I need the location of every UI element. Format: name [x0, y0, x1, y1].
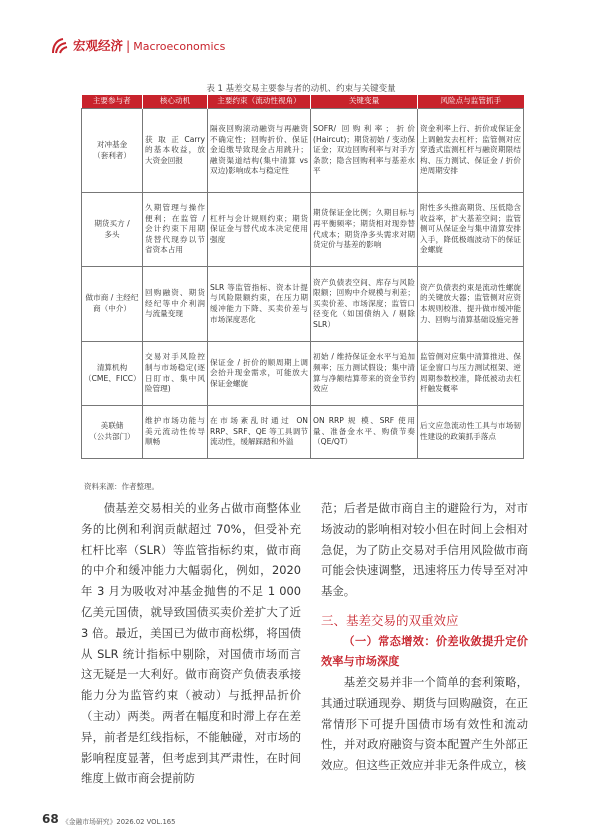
cell-motive: 回购融资、期货经纪等中介利润与流量变现 — [143, 267, 208, 342]
body-right-column — [321, 498, 528, 776]
brand-cn: 宏观经济 — [73, 38, 124, 53]
body-paragraph: 债基差交易相关的业务占做市商整体业务的比例和利润贡献超过 70%，但受补充杠杆比率（SLR）等监管指标约束，做市商的中介和缓冲能力大幅弱化，例如，2020 年 3 月为吸收对冲基金抛售的不足 1 000 亿美元国债，就导致国债买卖价差扩大了近 3 倍。最近，美国已为做市商松绑，将国债从 SLR 统计指标中剔除，对国债市场而言这无疑是一大利好。做市商资产负债表承接能力分为监管约束（被动）与抵押品折价（主动）两类。两者在幅度和时滞上存在差异，前者是红线指标，不能触碰，对市场的影响程度显著，但考虑到其严肃性，在时间维度上做市商会提前防 — [81, 501, 301, 786]
brand-en: Macroeconomics — [133, 40, 226, 53]
brand-title — [73, 38, 225, 55]
cell-participant: 对冲基金 （套利者） — [82, 109, 143, 193]
cell-motive: 久期管理与操作便利；在监管 / 会计约束下用期货替代现券以节省资本占用 — [143, 193, 208, 267]
table-row — [82, 406, 524, 459]
cell-variables: 期货保证金比例；久期目标与再平衡频率；期货相对现券替代成本；期货净多头需求对期货定价与基差的影响 — [311, 193, 418, 267]
brand-separator: | — [126, 38, 131, 53]
page-number: 68 — [42, 812, 59, 826]
cell-motive: 维护市场功能与美元流动性传导顺畅 — [143, 406, 208, 459]
cell-constraint: 在市场紊乱时通过 ON RRP、SRF、QE 等工具调节流动性，缓解踩踏和外溢 — [208, 406, 311, 459]
page-footer — [0, 812, 602, 832]
participants-table — [81, 95, 524, 459]
header-participant: 主要参与者 — [82, 95, 143, 109]
body-left-column — [81, 498, 301, 789]
journal-info: 《金融市场研究》2026.02 VOL.165 — [62, 818, 176, 826]
cell-variables: 初始 / 维持保证金水平与追加频率；压力测试假设；集中清算与净额结算带来的资金节约效应 — [311, 342, 418, 406]
section-title: 三、基差交易的双重效应 — [321, 612, 459, 628]
cell-participant: 做市商 / 主经纪商（中介） — [82, 267, 143, 342]
table-header-row — [82, 95, 524, 109]
cell-risk: 资产负债表约束是流动性螺旋的关键放大器；监管侧对应资本规则校准、提升做市缓冲能力、回购与清算基础设施完善 — [418, 267, 524, 342]
cell-participant: 美联储 （公共部门） — [82, 406, 143, 459]
cell-risk: 资金利率上行、折价或保证金上调触发去杠杆；监管侧对应穿透式监测杠杆与融资期限结构、压力测试、保证金 / 折价逆周期安排 — [418, 109, 524, 193]
cell-motive: 交易对手风险控制与市场稳定(逐日盯市、集中风险管理) — [143, 342, 208, 406]
cell-motive: 获 取 正 Carry 的基本收益，放大资金回报 — [143, 109, 208, 193]
cell-constraint: 保证金 / 折价的顺周期上调会抬升现金需求，可能放大保证金螺旋 — [208, 342, 311, 406]
header-constraint: 主要约束（流动性视角） — [208, 95, 311, 109]
source-note: 资料来源：作者整理。 — [84, 482, 159, 491]
body-paragraph: 基差交易并非一个简单的套利策略，其通过联通现券、期货与回购融资，在正常情形下可提升国债市场有效性和流动性，并对政府融资与资本配置产生外部正效应。但这些正效应并非无条件成立，核 — [321, 674, 528, 773]
cell-variables: SOFR/ 回购利率；折价(Haircut)；期货初始 / 变动保证金；双边回购利率与对手方条款；隐含回购利率与基差水平 — [311, 109, 418, 193]
cell-constraint: 杠杆与会计规则约束；期货保证金与替代成本决定使用强度 — [208, 193, 311, 267]
body-paragraph: 范；后者是做市商自主的避险行为，对市场波动的影响相对较小但在时间上会相对急促，为了防止交易对手信用风险做市商可能会快速调整，迅速将压力传导至对冲基金。 — [321, 501, 528, 599]
cell-risk: 附性多头推高期货、压低隐含收益率，扩大基差空间；监管侧可从保证金与集中清算安排入手，降低极端波动下的保证金螺旋 — [418, 193, 524, 267]
cell-participant: 清算机构 （CME、FICC） — [82, 342, 143, 406]
cell-risk: 监管侧对应集中清算推进、保证金窗口与压力测试框架、逆周期参数校准，降低被动去杠杆触发概率 — [418, 342, 524, 406]
cell-variables: ON RRP 规 模、SRF 使用量、准备金水平、购债节奏（QE/QT） — [311, 406, 418, 459]
table-title: 表 1 基差交易主要参与者的动机、约束与关键变量 — [206, 84, 396, 94]
table-row — [82, 267, 524, 342]
header-risk: 风险点与监管抓手 — [418, 95, 524, 109]
cell-variables: 资产负债表空间、库存与风险限额；回购中介规模与利差；买卖价差、市场深度；监管口径变化（如国债纳入 / 剔除 SLR） — [311, 267, 418, 342]
table-row — [82, 342, 524, 406]
subsection-title: （一）常态增效：价差收敛提升定价效率与市场深度 — [321, 634, 528, 668]
cell-participant: 期货买方 / 多头 — [82, 193, 143, 267]
page-header — [0, 0, 602, 70]
cell-constraint: SLR 等监管指标、资本计提与风险限额约束，在压力期缓冲能力下降、买卖价差与市场深度恶化 — [208, 267, 311, 342]
brand-logo-icon — [51, 37, 69, 55]
header-variables: 关键变量 — [311, 95, 418, 109]
header-motive: 核心动机 — [143, 95, 208, 109]
cell-risk: 后文应急流动性工具与市场韧性建设的政策抓手落点 — [418, 406, 524, 459]
cell-constraint: 隔夜回购滚动融资与再融资不确定性；回购折价、保证金追缴导致现金占用跳升；融资渠道结构(集中清算 vs 双边)影响成本与稳定性 — [208, 109, 311, 193]
table-row — [82, 109, 524, 193]
table-row — [82, 193, 524, 267]
